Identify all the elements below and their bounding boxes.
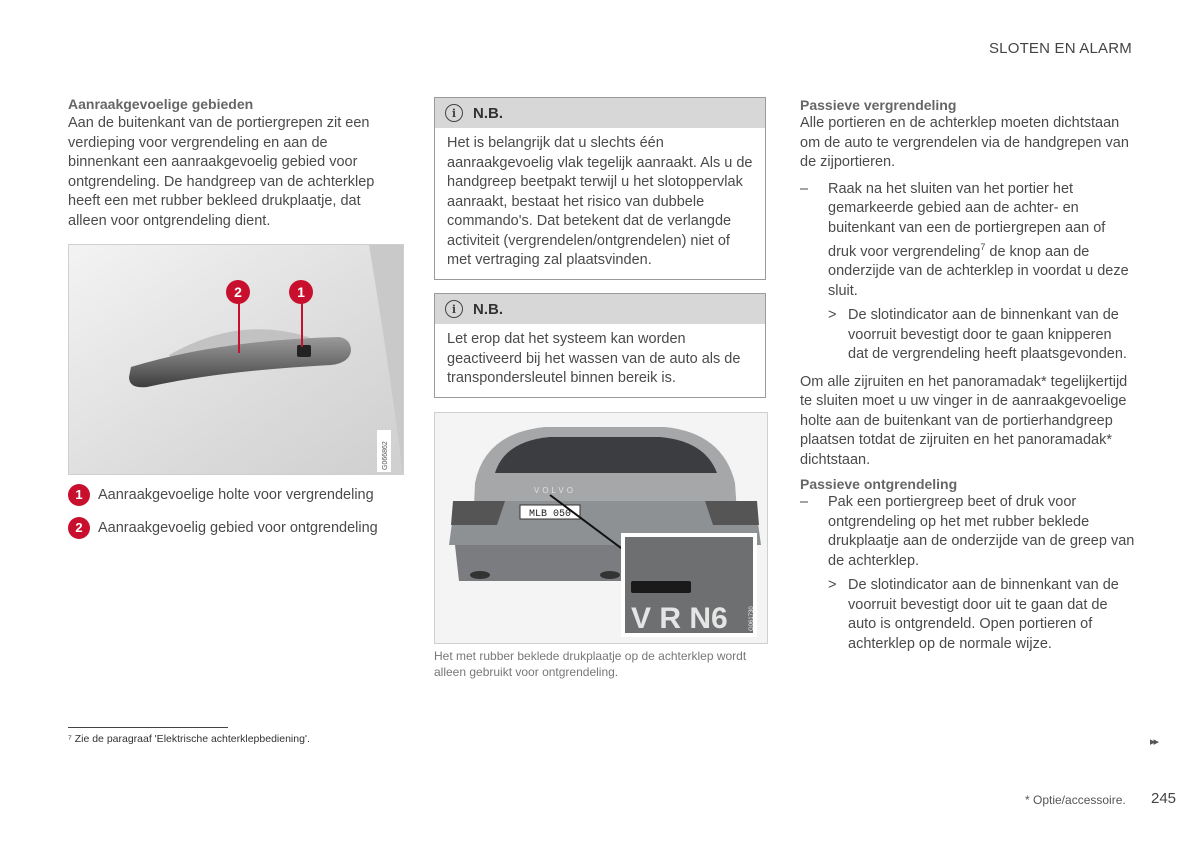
info-icon: i [445,300,463,318]
car-rear-illustration [435,413,767,643]
footnote-ref: 7 [980,242,986,252]
figure-caption: Het met rubber beklede drukplaatje op de achterklep wordt alleen gebruikt voor ontgrendeling. [434,649,747,679]
note-text-2: Let erop dat het systeem kan worden geactiveerd bij het wassen van de auto als de transpondersleutel binnen bereik is. [447,331,741,386]
legend-item-2 [68,517,408,539]
info-icon: i [445,104,463,122]
figure-legend [68,484,408,539]
instruction-step-lock [800,180,1135,302]
right-column [800,97,1135,654]
section-heading-passive-lock: Passieve vergrendeling [800,97,957,113]
legend-number-1: 1 [68,484,90,506]
legend-item-1 [68,484,408,506]
tailgate-figure [434,412,768,644]
next-page-icon: ▸▸ [1150,736,1158,748]
result-text-lock: De slotindicator aan de binnenkant van de voorruit bevestigt door te gaan knipperen dat de vergrendeling heeft plaatsgevonden. [848,307,1127,363]
touch-areas-paragraph: Aan de buitenkant van de portiergrepen zit een verdieping voor vergrendeling en aan de binnenkant een aanraakgevoelig gebied voor ontgrendeling. De handgreep van de achterklep heeft een met rubber bekleed drukplaatje, dat alleen voor ontgrendeling dient. [68,115,375,229]
note-title-1: N.B. [473,104,503,122]
footnote-divider [68,727,228,728]
note-header-2 [435,294,765,324]
legend-number-2: 2 [68,517,90,539]
note-title-2: N.B. [473,300,503,318]
window-close-paragraph: Om alle zijruiten en het panoramadak* tegelijkertijd te sluiten moet u uw vinger in de aanraakgevoelige holte aan de buitenkant van de portierhandgreep plaatsen totdat de zijruiten en het panoramadak* dichtstaan. [800,373,1128,468]
door-handle-figure [68,244,404,475]
section-heading-touch-areas: Aanraakgevoelige gebieden [68,96,254,112]
list-dash: – [800,180,809,197]
result-unlock [800,576,1135,654]
car-brand-badge: VOLVO [534,486,576,495]
svg-text:V R N6: V R N6 [631,602,728,635]
option-accessory-note: * Optie/accessoire. [1025,793,1126,807]
legend-text-1: Aanraakgevoelige holte voor vergrendeling [98,487,374,503]
figure-callout-1: 1 [297,284,305,300]
left-text-block [68,96,398,231]
result-lock [800,306,1135,365]
note-box-1 [434,97,766,280]
instruction-step-unlock [800,493,1135,571]
note-header-1 [435,98,765,128]
result-text-unlock: De slotindicator aan de binnenkant van de voorruit bevestigt door uit te gaan dat de auto is ontgrendeld. Open portieren of achterklep op de normale wijze. [848,577,1119,652]
list-dash: – [800,494,809,511]
figure-code-2: G061730 [749,606,755,631]
instruction-text-part2: de knop aan de onderzijde van de achterklep in voordat u deze sluit. [828,243,1129,299]
instruction-text-part1: Raak na het sluiten van het portier het gemarkeerde gebied aan de achter- en buitenkant van een de portiergrepen aan of druk voor vergrendeling [828,180,1106,260]
section-heading-passive-unlock: Passieve ontgrendeling [800,476,958,493]
note-text-1: Het is belangrijk dat u slechts één aanraakgevoelig vlak tegelijk aanraakt. Als u de handgreep beetpakt terwijl u het slotoppervlak aanraakt, bestaat het risico van dubbele commando's. Dat betekent dat de verlangde activiteit (vergrendelen/ontgrendelen) niet of met vertraging zal plaatsvinden. [447,135,753,268]
note-box-2 [434,293,766,398]
page-number: 245 [1151,790,1177,807]
door-handle-illustration [69,245,403,474]
chapter-title: SLOTEN EN ALARM [988,40,1132,57]
footnote: ⁷ Zie de paragraaf 'Elektrische achterklepbediening'. [68,733,310,745]
figure-callout-2: 2 [234,284,242,300]
figure-code: G066862 [382,441,389,470]
license-plate-text: MLB 050 [528,509,572,520]
result-marker: > [828,307,837,324]
passive-lock-paragraph: Alle portieren en de achterklep moeten dichtstaan om de auto te vergrendelen via de handgrepen van de zijportieren. [800,115,1129,170]
legend-text-2: Aanraakgevoelig gebied voor ontgrendeling [98,520,378,536]
instruction-text-unlock: Pak een portiergreep beet of druk voor ontgrendeling op het met rubber beklede drukplaatje aan de onderzijde van de greep van de achterklep. [828,494,1135,569]
instruction-text-lock [828,180,1135,302]
result-marker: > [828,577,837,594]
